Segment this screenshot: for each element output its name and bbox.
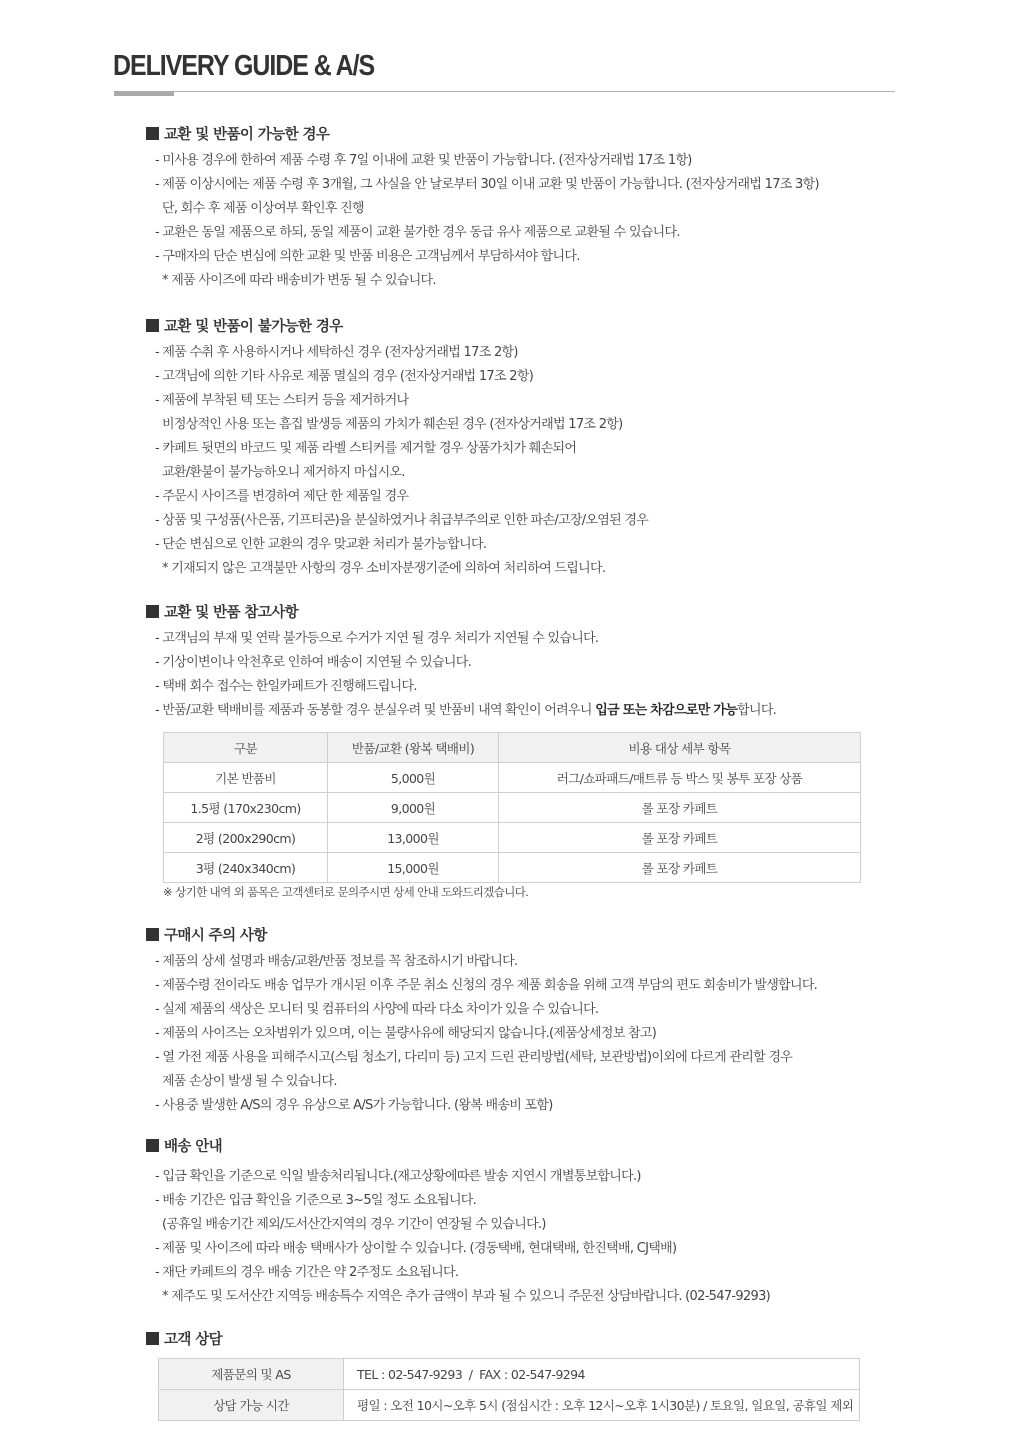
- section-purchase-cautions: [146, 923, 906, 1118]
- section-title: 고객 상담: [164, 1331, 223, 1348]
- list-item: - 고객님에 의한 기타 사유로 제품 멸실의 경우 (전자상거래법 17조 2항): [155, 369, 534, 384]
- emphasis-bold: 입금 또는 차감으로만 가능: [595, 703, 738, 718]
- square-bullet-icon: [146, 127, 159, 140]
- table-cell: 롤 포장 카페트: [499, 793, 861, 823]
- table-row: [164, 763, 861, 793]
- table-row: [164, 823, 861, 853]
- list-item-continuation: 제품 손상이 발생 될 수 있습니다.: [162, 1074, 337, 1089]
- section-title: 구매시 주의 사항: [164, 927, 267, 944]
- list-item: - 미사용 경우에 한하여 제품 수령 후 7일 이내에 교환 및 반품이 가능합니다. (전자상거래법 17조 1항): [155, 153, 692, 168]
- section-heading: [146, 122, 906, 144]
- list-item: - 주문시 사이즈를 변경하여 제단 한 제품일 경우: [155, 489, 409, 504]
- table-cell: 9,000원: [328, 793, 499, 823]
- list-item: - 카페트 뒷면의 바코드 및 제품 라벨 스티커를 제거할 경우 상품가치가 훼손되어: [155, 441, 577, 456]
- table-cell: 15,000원: [328, 853, 499, 883]
- section-delivery-info: [146, 1134, 906, 1309]
- list-item: - 단순 변심으로 인한 교환의 경우 맞교환 처리가 불가능합니다.: [155, 537, 487, 552]
- list-item: - 제품 및 사이즈에 따라 배송 택배사가 상이할 수 있습니다. (경동택배, 현대택배, 한진택배, CJ택배): [155, 1241, 677, 1256]
- square-bullet-icon: [146, 605, 159, 618]
- table-cell: 13,000원: [328, 823, 499, 853]
- table-cell: 기본 반품비: [164, 763, 328, 793]
- column-header: 반품/교환 (왕복 택배비): [328, 733, 499, 763]
- section-heading: [146, 314, 906, 336]
- list-item: - 제품 이상시에는 제품 수령 후 3개월, 그 사실을 안 날로부터 30일 이내 교환 및 반품이 가능합니다. (전자상거래법 17조 3항): [155, 177, 819, 192]
- list-item: - 제품의 사이즈는 오차범위가 있으며, 이는 불량사유에 해당되지 않습니다.(제품상세정보 참고): [155, 1026, 657, 1041]
- title-divider-accent: [114, 91, 174, 96]
- contact-label: 상담 가능 시간: [159, 1390, 344, 1421]
- list-item: - 택배 회수 접수는 한일카페트가 진행해드립니다.: [155, 679, 417, 694]
- list-item-continuation: (공휴일 배송기간 제외/도서산간지역의 경우 기간이 연장될 수 있습니다.): [162, 1217, 546, 1232]
- list-item: - 제품의 상세 설명과 배송/교환/반품 정보를 꼭 참조하시기 바랍니다.: [155, 954, 518, 969]
- list-item: - 열 가전 제품 사용을 피해주시고(스팀 청소기, 다리미 등) 고지 드린 관리방법(세탁, 보관방법)이외에 다르게 관리할 경우: [155, 1050, 793, 1065]
- list-item: - 상품 및 구성품(사은품, 기프티콘)을 분실하였거나 취급부주의로 인한 파손/고장/오염된 경우: [155, 513, 649, 528]
- list-item: - 입금 확인을 기준으로 익일 발송처리됩니다.(재고상황에따른 발송 지연시 개별통보합니다.): [155, 1169, 641, 1184]
- contact-value: TEL : 02-547-9293 / FAX : 02-547-9294: [344, 1359, 860, 1390]
- list-item-continuation: 비정상적인 사용 또는 흠집 발생등 제품의 가치가 훼손된 경우 (전자상거래법 17조 2항): [162, 417, 623, 432]
- section-heading: [146, 1327, 906, 1349]
- page-title: DELIVERY GUIDE & A/S: [113, 50, 375, 82]
- column-header: 비용 대상 세부 항목: [499, 733, 861, 763]
- table-cell: 러그/쇼파패드/매트류 등 박스 및 봉투 포장 상품: [499, 763, 861, 793]
- list-item: - 제품에 부착된 텍 또는 스티커 등을 제거하거나: [155, 393, 409, 408]
- list-item: - 재단 카페트의 경우 배송 기간은 약 2주정도 소요됩니다.: [155, 1265, 459, 1280]
- section-customer-service: [146, 1327, 906, 1349]
- list-item: - 고객님의 부재 및 연락 불가등으로 수거가 지연 될 경우 처리가 지연될 수 있습니다.: [155, 631, 599, 646]
- square-bullet-icon: [146, 1332, 159, 1345]
- emphasis-after: 합니다.: [737, 703, 777, 718]
- contact-value: 평일 : 오전 10시~오후 5시 (점심시간 : 오후 12시~오후 1시30분) / 토요일, 일요일, 공휴일 제외: [344, 1390, 860, 1421]
- square-bullet-icon: [146, 928, 159, 941]
- list-item-continuation: 단, 회수 후 제품 이상여부 확인후 진행: [162, 201, 364, 216]
- section-title: 배송 안내: [164, 1138, 223, 1155]
- contact-label: 제품문의 및 AS: [159, 1359, 344, 1390]
- emphasis-before: - 반품/교환 택배비를 제품과 동봉할 경우 분실우려 및 반품비 내역 확인이 어려우니: [155, 703, 596, 718]
- section-return-notes: [146, 600, 906, 723]
- table-cell: 1.5평 (170x230cm): [164, 793, 328, 823]
- list-item: - 사용중 발생한 A/S의 경우 유상으로 A/S가 가능합니다. (왕복 배송비 포함): [155, 1098, 553, 1113]
- table-footnote: ※ 상기한 내역 외 품목은 고객센터로 문의주시면 상세 안내 도와드리겠습니다.: [163, 885, 529, 899]
- table-row: [159, 1390, 860, 1421]
- list-item: - 구매자의 단순 변심에 의한 교환 및 반품 비용은 고객님께서 부담하셔야 합니다.: [155, 249, 580, 264]
- column-header: 구분: [164, 733, 328, 763]
- list-note: * 제품 사이즈에 따라 배송비가 변동 될 수 있습니다.: [162, 273, 436, 288]
- return-fee-table: [163, 732, 861, 883]
- section-title: 교환 및 반품이 가능한 경우: [164, 126, 330, 143]
- list-item: - 기상이변이나 악천후로 인하여 배송이 지연될 수 있습니다.: [155, 655, 472, 670]
- table-cell: 롤 포장 카페트: [499, 853, 861, 883]
- list-item: - 제품 수취 후 사용하시거나 세탁하신 경우 (전자상거래법 17조 2항): [155, 345, 518, 360]
- square-bullet-icon: [146, 319, 159, 332]
- table-row: [159, 1359, 860, 1390]
- section-return-possible: [146, 122, 906, 293]
- square-bullet-icon: [146, 1139, 159, 1152]
- table-header-row: [164, 733, 861, 763]
- list-item-continuation: 교환/환불이 불가능하오니 제거하지 마십시오.: [162, 465, 405, 480]
- section-heading: [146, 923, 906, 945]
- section-heading: [146, 600, 906, 622]
- table-cell: 2평 (200x290cm): [164, 823, 328, 853]
- list-item: - 교환은 동일 제품으로 하되, 동일 제품이 교환 불가한 경우 동급 유사 제품으로 교환될 수 있습니다.: [155, 225, 680, 240]
- list-note: * 기재되지 않은 고객불만 사항의 경우 소비자분쟁기준에 의하여 처리하여 드립니다.: [162, 561, 606, 576]
- list-note: * 제주도 및 도서산간 지역등 배송특수 지역은 추가 금액이 부과 될 수 있으니 주문전 상담바랍니다. (02-547-9293): [162, 1289, 771, 1304]
- table-row: [164, 793, 861, 823]
- list-item: - 제품수령 전이라도 배송 업무가 개시된 이후 주문 취소 신청의 경우 제품 회송을 위해 고객 부담의 편도 회송비가 발생합니다.: [155, 978, 818, 993]
- table-cell: 3평 (240x340cm): [164, 853, 328, 883]
- title-divider: [114, 91, 895, 92]
- section-heading: [146, 1134, 906, 1156]
- list-item-emphasis: [146, 699, 906, 723]
- list-item: - 배송 기간은 입금 확인을 기준으로 3~5일 정도 소요됩니다.: [155, 1193, 477, 1208]
- list-item: - 실제 제품의 색상은 모니터 및 컴퓨터의 사양에 따라 다소 차이가 있을 수 있습니다.: [155, 1002, 599, 1017]
- section-title: 교환 및 반품이 불가능한 경우: [164, 318, 343, 335]
- section-title: 교환 및 반품 참고사항: [164, 604, 299, 621]
- contact-table: [158, 1358, 860, 1421]
- section-return-impossible: [146, 314, 906, 581]
- table-cell: 롤 포장 카페트: [499, 823, 861, 853]
- table-row: [164, 853, 861, 883]
- table-cell: 5,000원: [328, 763, 499, 793]
